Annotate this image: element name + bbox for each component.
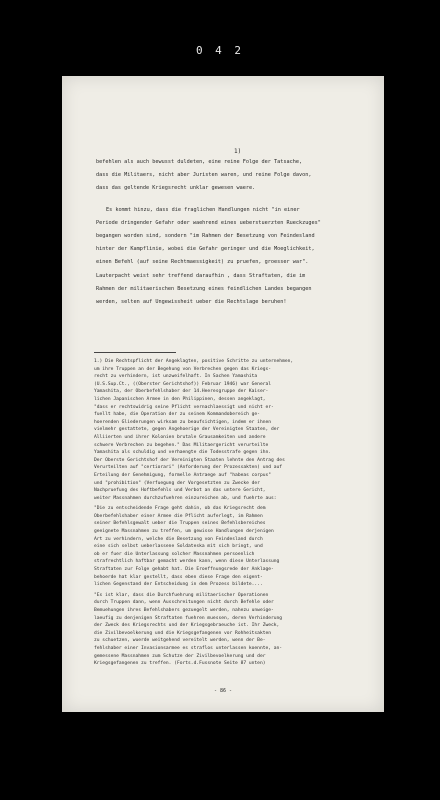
footnote-line: seiner Befehlsgewalt ueber die Truppen seines Befehlsbereiches <box>94 521 266 527</box>
body-line: Es kommt hinzu, dass die fraglichen Handlungen nicht "in einer <box>106 206 300 213</box>
body-line: Lauterpacht weist sehr treffend daraufhin , dass Straftaten, die im <box>96 272 306 279</box>
footnote-line: strafrechtlich haftbar gemacht werden kann, wenn diese Unterlassung <box>94 559 280 565</box>
footnote-quote <box>94 592 374 668</box>
footnote-line: gemessene Massnahmen zum Schutze der Zivilbevoelkerung und der <box>94 653 266 659</box>
footnote-line: Kriegsgefangenen zu treffen. (Forts.d.Fussnote Seite 87 unten) <box>94 661 266 667</box>
body-line: begangen worden sind, sondern "im Rahmen der Besetzung von Feindesland <box>96 233 315 240</box>
footnote-line: um ihre Truppen an der Begehung von Verbrechen gegen das Kriegs- <box>94 366 272 372</box>
footnote-line: lichen Gegenstand der Entscheidung in dem Prozess bildete.... <box>94 582 263 588</box>
document-archive-number: 0 4 2 <box>195 44 245 57</box>
body-line: einen Befehl (auf seine Rechtmaessigkeit) zu pruefen, groesser war". <box>96 259 309 266</box>
footnote-line: fuellt habe, die Operation der zu seinem Kommandobereich ge- <box>94 412 260 418</box>
footnote-line: vielmehr gestattete, gegen Angehoerige der Vereinigten Staaten, der <box>94 427 280 433</box>
footnote-divider <box>94 352 176 353</box>
footnote-line: weiter Massnahmen durchzufuehren einzureichen ab, und fuehrte aus: <box>94 495 277 501</box>
footnote-quote <box>94 505 374 589</box>
footnote-line: und "prohibition" (Verfuegung der Vorgesetzten zu Zwecke der <box>94 480 260 486</box>
footnote-line: Art zu verhindern, welche die Besetzung von Feindesland durch <box>94 536 263 542</box>
footnote-line: Der Oberste Gerichtshof der Vereinigten Staaten lehnte den Antrag des <box>94 457 285 463</box>
footnote-line: Bemuehungen ihres Befehlshabers gezuegelt werden, nahezu unweige- <box>94 608 274 613</box>
footnote-line: recht zu verhindern, ist unzweifelhaft. In Sachen Yamashita <box>94 374 258 380</box>
footnote-line: behoerde hat klar gestellt, dass eben diese Frage den eigent- <box>94 574 263 580</box>
footnote-line: "Es ist klar, dass die Durchfuehrung militaerischer Operationen <box>94 592 269 598</box>
footnote-line: Nachpruefung des Hoftbefehls und Verbot an das untere Gericht, <box>94 488 266 494</box>
footnote-line: "Die zu entscheidende Frage geht dahin, ob das Kriegsrecht dem <box>94 506 266 512</box>
footnote-line: laeufig zu denjenigen Straftaten fuehren muessen, deren Verhinderung <box>94 615 283 621</box>
footnote-line: eine sich selbst ueberlassene Soldateska mit sich bringt, und <box>94 544 263 550</box>
footnote-block <box>94 358 374 668</box>
document-page <box>62 76 384 712</box>
footnote-line: Verurteilten auf "certiorari" (Anforderung der Prozessakten) und auf <box>94 465 283 471</box>
footnote-line: hoerenden Gliederungen wirksam zu beaufsichtigen, indem er ihnen <box>94 419 272 425</box>
footnote-line: ob er fuer die Unterlassung solcher Massnahmen persoenlich <box>94 551 255 557</box>
body-line: dass die Militaers, nicht aber Juristen waren, und reine Folge davon, <box>96 172 312 179</box>
body-line: Periode dringender Gefahr oder waehrend eines ueberstuerzten Rueckzuges" <box>96 219 321 226</box>
footnote-line: Straftaten zur Folge gehabt hat. Die Eroeffnungsrede der Anklage- <box>94 567 274 573</box>
footnote-line: schwere Verbrechen zu begehen." Das Militaergericht verurteilte <box>94 442 269 448</box>
footnote-line: "dass er rechtswidrig seine Pflicht vernachlaessigt und nicht er- <box>94 404 274 410</box>
footnote-line: Yamashita als schuldig und verhaengte die Todesstrafe gegen ihn. <box>94 450 272 456</box>
footnote-line: Yamashita, der Oberbefehlshaber der 14.Heeresgruppe der Kaiser- <box>94 389 269 395</box>
footnote-line: die Zivilbevoelkerung und die Kriegsgefangenen vor Rohheitsakten <box>94 630 272 636</box>
body-line: dass das geltende Kriegsrecht unklar gewesen waere. <box>96 185 256 192</box>
body-line: werden, selten auf Ungewissheit ueber die Rechtslage beruhen! <box>96 299 287 306</box>
footnote-line: Erteilung der Genehmigung, formelle Antraege auf "habeas corpus" <box>94 472 272 478</box>
footnote-line: geeignete Massnahmen zu treffen, um gewisse Handlungen derjenigen <box>94 529 274 535</box>
footnote-line: der Zweck des Kriegsrechts und der Kriegsgebraeuche ist. Ihr Zweck, <box>94 623 280 629</box>
footnote-line: 1.) Die Rechtspflicht der Angeklagten, positive Schritte zu unternehmen, <box>94 359 294 364</box>
footnote-line: durch Truppen dann, wenn Ausschreitungen nicht durch Befehle oder <box>94 600 274 606</box>
footnote-line: fehlshaber einer Invasionsarmee es straflos unterlassen koennte, an- <box>94 645 283 651</box>
body-text <box>96 156 372 309</box>
footnote-line: zu schuetzen, wuerde weitgehend vereitelt werden, wenn der Be- <box>94 638 266 644</box>
footnote-line: Oberbefehlshaber einer Armee die Pflicht auferlegt, im Rahmen <box>94 513 263 519</box>
body-line: Rahmen der militaerischen Besetzung eines feindlichen Landes begangen <box>96 285 312 292</box>
footnote-reference-mark: 1) <box>234 148 242 155</box>
page-number: - 86 - <box>213 688 233 694</box>
footnote-line: Alliierten und ihrer Kolonien brutale Grausamkeiten und andere <box>94 434 266 440</box>
body-line: befehlen als auch bewusst duldeten, eine reine Folge der Tatsache, <box>96 159 303 165</box>
body-line: hinter der Kampflinie, wobei die Gefahr geringer und die Moeglichkeit, <box>96 246 315 253</box>
footnote-line: lichen Japanischen Armee in den Philippinen, dessen angeklagt, <box>94 396 266 402</box>
footnote-line: (U.S.Sup.Ct., ((Oberster Gerichtshof)) Februar 1946) war General <box>94 381 272 387</box>
